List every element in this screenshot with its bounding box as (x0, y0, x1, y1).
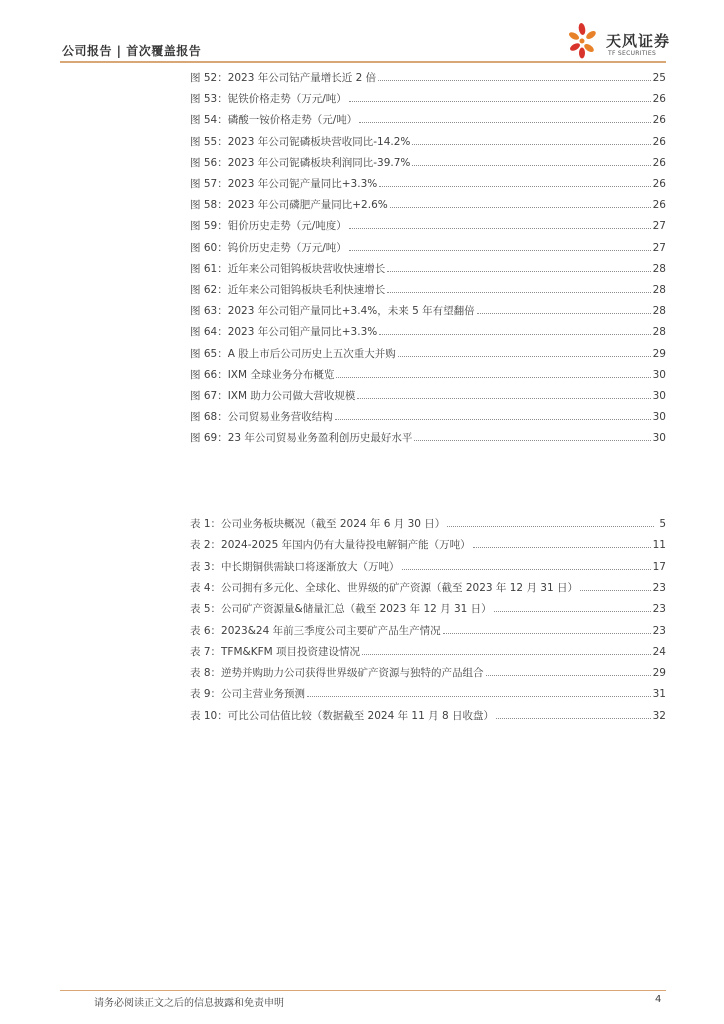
toc-entry-label: 表 1：公司业务板块概况（截至 2024 年 6 月 30 日） (190, 518, 446, 530)
toc-leader-dots (477, 312, 651, 314)
toc-leader-dots (349, 100, 651, 102)
toc-leader-dots (349, 249, 651, 251)
toc-entry-page: 23 (652, 603, 666, 616)
footer-divider (60, 990, 666, 991)
toc-leader-dots (580, 589, 651, 591)
toc-entry-page: 5 (659, 518, 666, 530)
page-number: 4 (655, 994, 662, 1005)
flower-logo-icon (568, 22, 608, 60)
toc-leader-dots (447, 525, 654, 527)
toc-entry-label: 图 60：钨价历史走势（万元/吨） (190, 241, 347, 254)
toc-entry-page: 30 (652, 390, 666, 402)
toc-entry[interactable] (190, 282, 666, 296)
toc-leader-dots (307, 695, 651, 697)
toc-entry-label: 表 8：逆势并购助力公司获得世界级矿产资源与独特的产品组合 (190, 667, 484, 680)
toc-entry-page: 29 (652, 667, 666, 680)
toc-entry[interactable] (190, 388, 666, 402)
toc-entry-label: 表 10：可比公司估值比较（数据截至 2024 年 11 月 8 日收盘） (190, 709, 494, 722)
toc-entry-label: 表 5：公司矿产资源量&储量汇总（截至 2023 年 12 月 31 日） (190, 603, 492, 616)
toc-entry-label: 图 65：A 股上市后公司历史上五次重大并购 (190, 347, 396, 360)
toc-leader-dots (473, 546, 651, 548)
toc-entry-label: 图 57：2023 年公司铌产量同比+3.3% (190, 178, 378, 190)
toc-entry[interactable] (190, 303, 666, 317)
footer-disclaimer: 请务必阅读正文之后的信息披露和免责申明 (94, 998, 284, 1009)
toc-entry-page: 29 (652, 347, 666, 360)
toc-entry-page: 30 (652, 411, 666, 424)
toc-leader-dots (335, 418, 651, 420)
toc-entry[interactable] (190, 176, 666, 190)
toc-leader-dots (387, 270, 650, 272)
toc-entry[interactable] (190, 686, 666, 700)
toc-entry-page: 17 (652, 560, 666, 573)
toc-entry[interactable] (190, 367, 666, 381)
toc-leader-dots (412, 164, 650, 166)
toc-leader-dots (378, 79, 651, 81)
logo-text-cn: 天风证券 (606, 32, 671, 50)
toc-entry-label: 表 3：中长期铜供需缺口将逐渐放大（万吨） (190, 560, 400, 573)
toc-leader-dots (379, 185, 650, 187)
toc-entry-page: 26 (652, 93, 666, 106)
toc-leader-dots (494, 610, 651, 612)
toc-entry-page: 28 (652, 262, 666, 275)
toc-entry[interactable] (190, 516, 666, 530)
toc-entry[interactable] (190, 91, 666, 105)
toc-leader-dots (379, 333, 650, 335)
toc-entry-label: 表 2：2024-2025 年国内仍有大量待投电解铜产能（万吨） (190, 539, 471, 552)
header-divider (60, 61, 666, 63)
report-type-header: 公司报告 | 首次覆盖报告 (62, 44, 202, 58)
toc-leader-dots (443, 632, 651, 634)
toc-entry[interactable] (190, 346, 666, 360)
toc-entry-page: 30 (652, 432, 666, 445)
toc-entry-label: 图 63：2023 年公司钼产量同比+3.4%，未来 5 年有望翻倍 (190, 305, 475, 318)
toc-entry[interactable] (190, 601, 666, 615)
toc-entry-page: 27 (652, 220, 666, 233)
toc-entry-page: 26 (652, 199, 666, 212)
toc-entry-label: 图 59：钼价历史走势（元/吨度） (190, 220, 347, 233)
toc-entry-page: 31 (652, 688, 666, 701)
toc-entry-label: 图 54：磷酸一铵价格走势（元/吨） (190, 114, 358, 127)
toc-entry-page: 28 (652, 284, 666, 296)
toc-entry-label: 表 9：公司主营业务预测 (190, 688, 306, 701)
toc-entry-label: 图 52：2023 年公司钴产量增长近 2 倍 (190, 72, 377, 84)
toc-leader-dots (402, 568, 651, 570)
toc-entry-label: 图 61：近年来公司钼钨板块营收快速增长 (190, 262, 386, 275)
toc-leader-dots (362, 653, 651, 655)
toc-entry[interactable] (190, 261, 666, 275)
toc-entry-page: 23 (652, 624, 666, 637)
toc-entry-page: 24 (652, 645, 666, 658)
toc-entry-label: 表 6：2023&24 年前三季度公司主要矿产品生产情况 (190, 624, 441, 637)
toc-entry-label: 图 56：2023 年公司铌磷板块利润同比-39.7% (190, 156, 411, 169)
toc-entry-page: 32 (652, 709, 666, 722)
toc-entry-label: 表 4：公司拥有多元化、全球化、世界级的矿产资源（截至 2023 年 12 月 31 日） (190, 581, 578, 594)
toc-entry[interactable] (190, 155, 666, 169)
toc-entry[interactable] (190, 218, 666, 232)
toc-entry[interactable] (190, 580, 666, 594)
toc-entry-page: 28 (652, 326, 666, 339)
toc-entry-label: 图 67：IXM 助力公司做大营收规模 (190, 390, 356, 402)
toc-entry[interactable] (190, 665, 666, 679)
toc-entry[interactable] (190, 409, 666, 423)
toc-leader-dots (496, 717, 651, 719)
toc-leader-dots (359, 121, 650, 123)
toc-leader-dots (412, 143, 650, 145)
toc-entry-page: 26 (652, 178, 666, 190)
toc-entry-label: 图 69：23 年公司贸易业务盈利创历史最好水平 (190, 432, 413, 445)
toc-entry-page: 11 (652, 539, 666, 552)
toc-entry[interactable] (190, 430, 666, 444)
toc-entry-label: 图 68：公司贸易业务营收结构 (190, 411, 333, 424)
toc-leader-dots (414, 439, 650, 441)
toc-entry-label: 图 58：2023 年公司磷肥产量同比+2.6% (190, 199, 388, 212)
toc-entry-label: 图 55：2023 年公司铌磷板块营收同比-14.2% (190, 135, 411, 148)
toc-entry[interactable] (190, 134, 666, 148)
toc-entry[interactable] (190, 559, 666, 573)
toc-leader-dots (387, 291, 650, 293)
toc-entry-label: 图 64：2023 年公司钼产量同比+3.3% (190, 326, 378, 339)
toc-entry[interactable] (190, 708, 666, 722)
toc-entry-page: 27 (652, 241, 666, 254)
toc-leader-dots (349, 227, 651, 229)
toc-leader-dots (486, 674, 651, 676)
toc-entry-label: 图 62：近年来公司钼钨板块毛利快速增长 (190, 284, 386, 296)
toc-leader-dots (357, 397, 650, 399)
toc-leader-dots (336, 376, 650, 378)
toc-entry[interactable] (190, 240, 666, 254)
toc-entry[interactable] (190, 537, 666, 551)
toc-entry-page: 26 (652, 156, 666, 169)
toc-leader-dots (398, 355, 651, 357)
toc-entry[interactable] (190, 623, 666, 637)
toc-entry[interactable] (190, 197, 666, 211)
toc-entry-page: 26 (652, 135, 666, 148)
toc-entry[interactable] (190, 70, 666, 84)
toc-entry-page: 26 (652, 114, 666, 127)
toc-entry[interactable] (190, 112, 666, 126)
toc-entry-label: 图 66：IXM 全球业务分布概览 (190, 368, 335, 381)
toc-entry[interactable] (190, 324, 666, 338)
toc-entry-page: 23 (652, 581, 666, 594)
toc-leader-dots (390, 206, 651, 208)
toc-entry-page: 28 (652, 305, 666, 318)
toc-entry-page: 30 (652, 368, 666, 381)
toc-entry-page: 25 (652, 72, 666, 84)
toc-entry-label: 图 53：铌铁价格走势（万元/吨） (190, 93, 347, 106)
company-logo (568, 22, 671, 60)
logo-text-en: TF SECURITIES (608, 50, 657, 57)
toc-entry[interactable] (190, 644, 666, 658)
toc-entry-label: 表 7：TFM&KFM 项目投资建设情况 (190, 645, 361, 658)
